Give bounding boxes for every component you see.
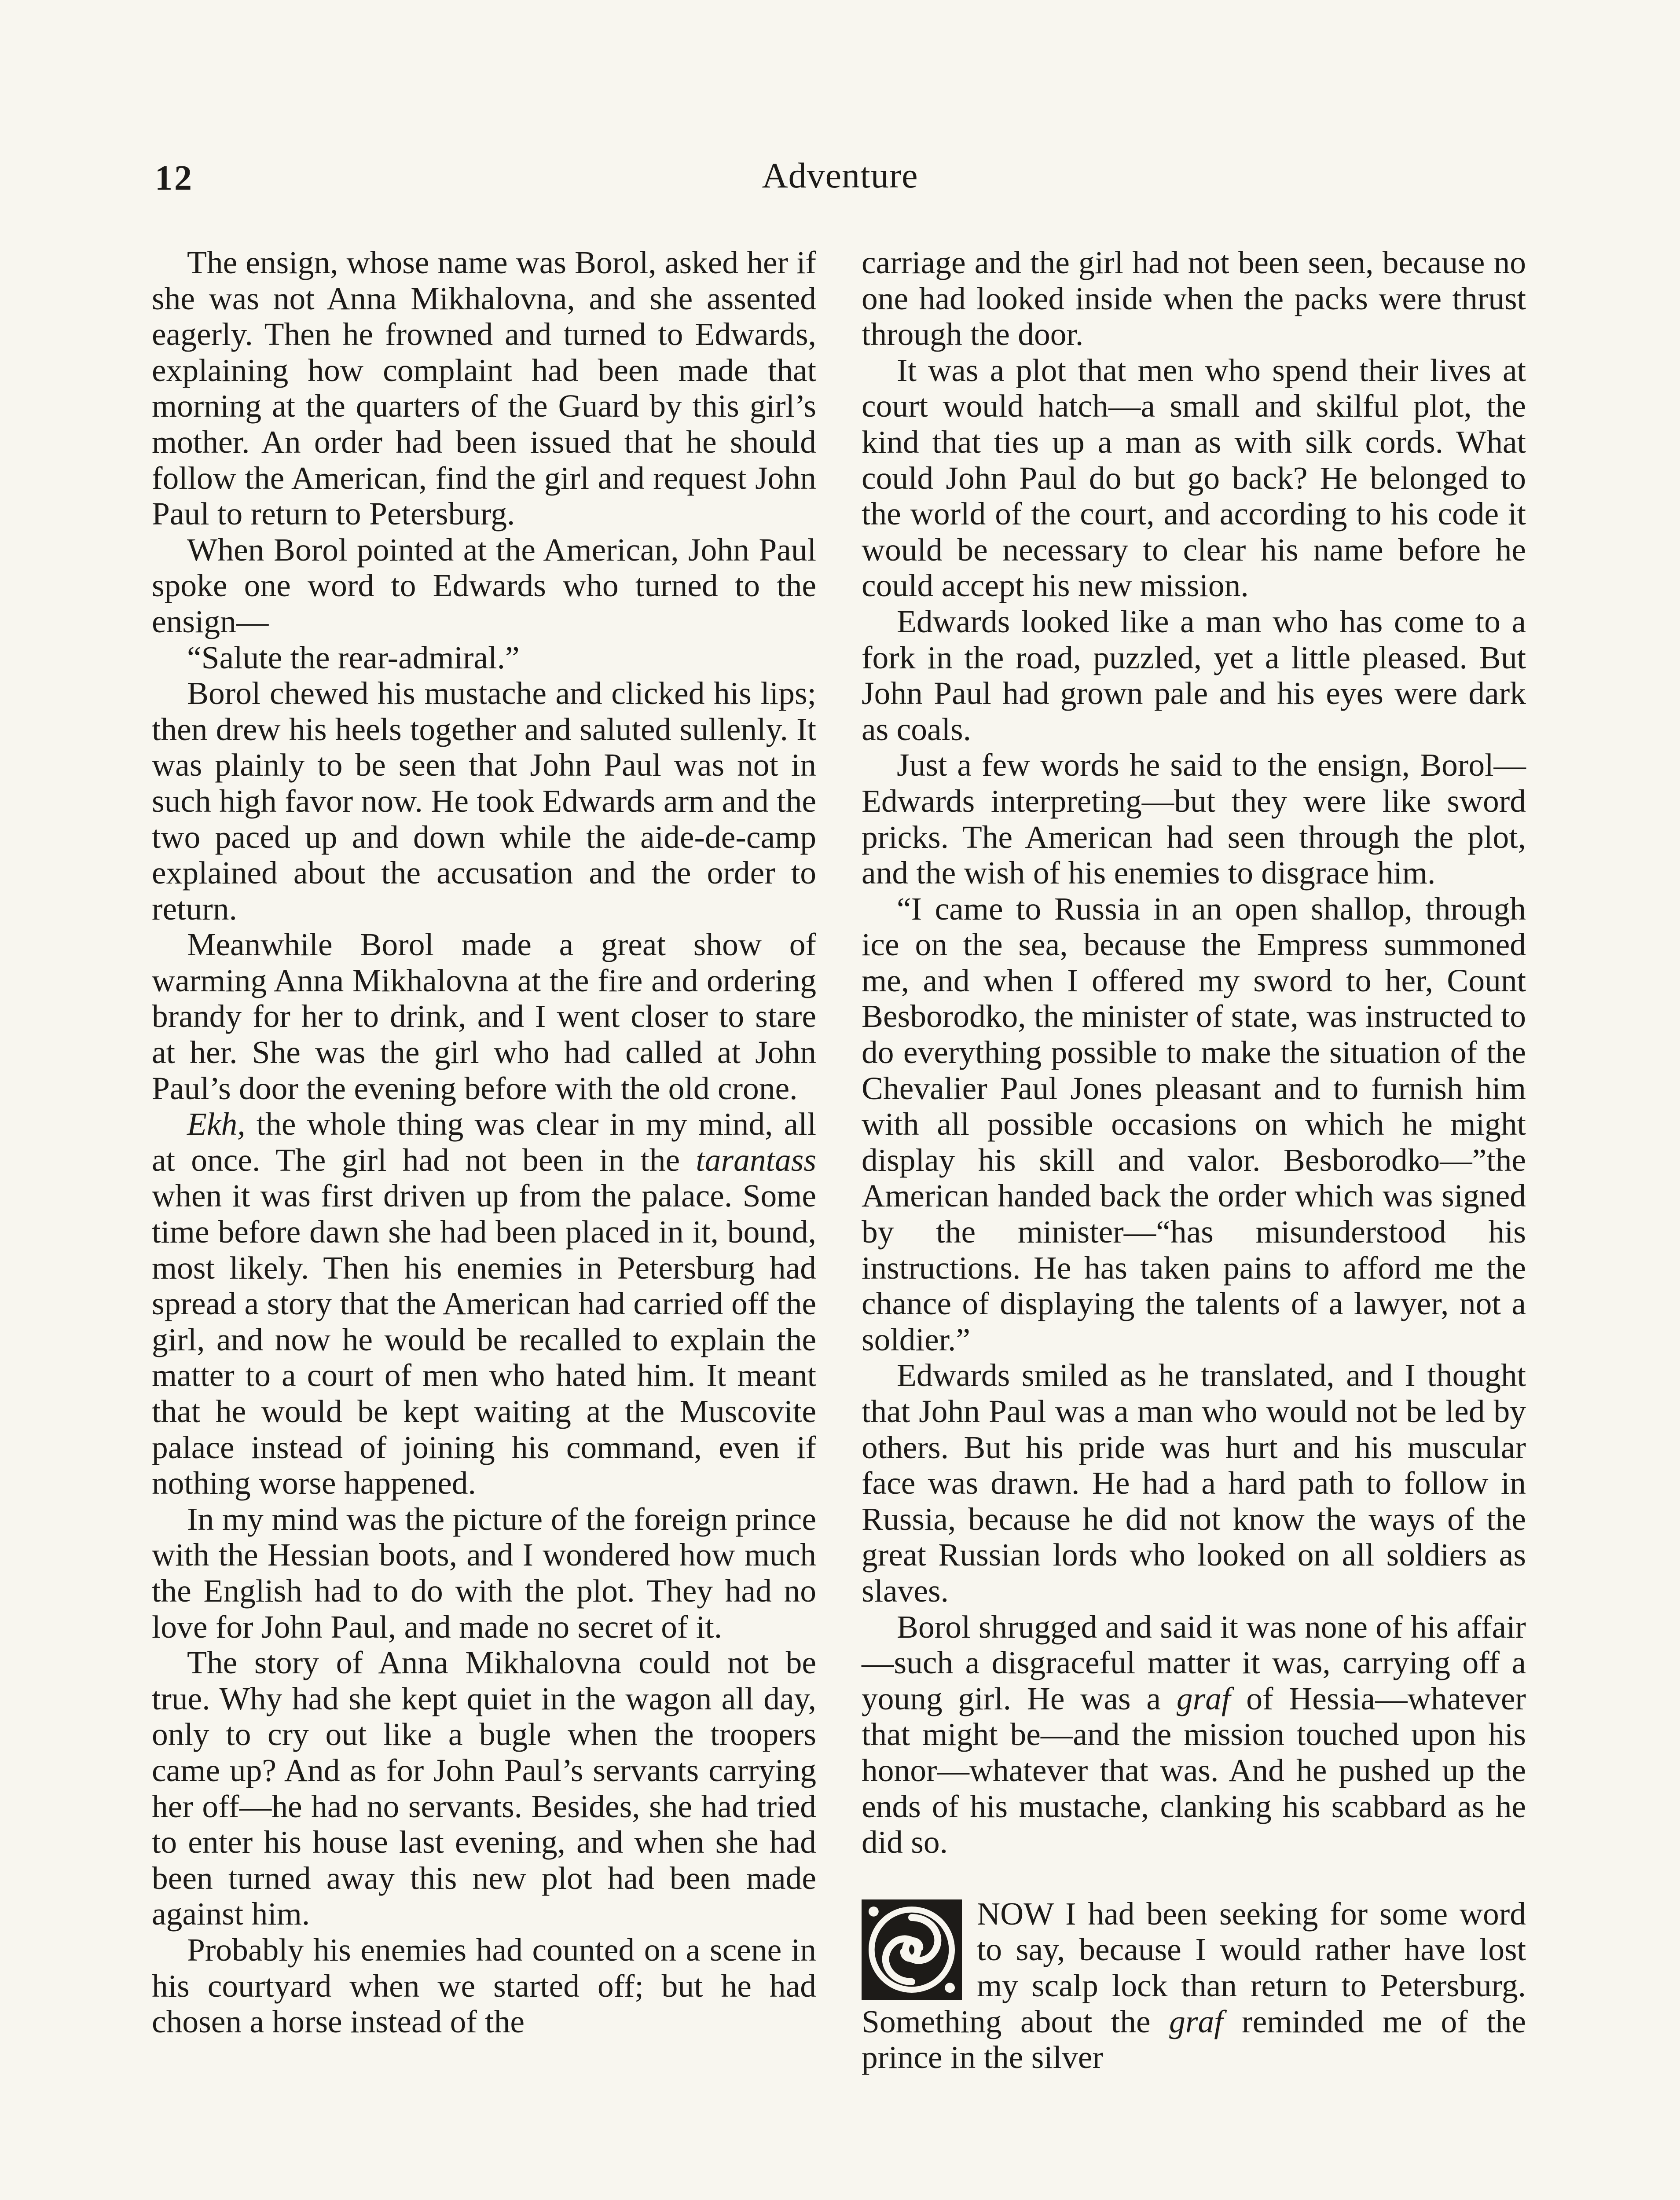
italic-word: graf bbox=[1176, 1680, 1231, 1716]
paragraph: The story of Anna Mikhalovna could not be true. Why had she kept quiet in the wagon all day, only to cry out like a bugle when the troopers came up? And as for John Paul’s servants carrying her off—he had no servants. Besides, she had tried to enter his house last evening, and when she had been turned away this new plot had been made against him. bbox=[152, 1645, 816, 1932]
italic-word: graf bbox=[1169, 2003, 1223, 2039]
text-run: of Hessia—whatever that might be—and the mission touched upon his honor—whatever that was. And he pushed up the ends of his mustache, clanking his scabbard as he did so. bbox=[862, 1680, 1526, 1860]
paragraph: Borol chewed his mustache and clicked his lips; then drew his heels together and saluted sullenly. It was plainly to be seen that John Paul was not in such high favor now. He took Edwards arm and the two paced up and down while the aide-de-camp explained about the accusation and the order to return. bbox=[152, 675, 816, 927]
italic-word: Ekh, bbox=[187, 1106, 246, 1142]
paragraph: The ensign, whose name was Borol, asked her if she was not Anna Mikhalovna, and she assented eagerly. Then he frowned and turned to Edwards, explaining how complaint had been made that morning at the quarters of the Guard by this girl’s mother. An order had been issued that he should follow the American, find the girl and request John Paul to return to Petersburg. bbox=[152, 245, 816, 532]
left-column bbox=[152, 245, 816, 2040]
paragraph bbox=[152, 1106, 816, 1501]
paragraph: “I came to Russia in an open shallop, through ice on the sea, because the Empress summoned me, and when I offered my sword to her, Count Besborodko, the minister of state, was instructed to do everything possible to make the situation of the Chevalier Paul Jones pleasant and to furnish him with all possible occasions on which he might display his skill and valor. Besborodko—”the American handed back the order which was signed by the minister—“has misunderstood his instructions. He has taken pains to afford me the chance of displaying the talents of a lawyer, not a soldier.” bbox=[862, 891, 1526, 1357]
paragraph: It was a plot that men who spend their lives at court would hatch—a small and skilful plot, the kind that ties up a man as with silk cords. What could John Paul do but go back? He belonged to the world of the court, and according to his code it would be necessary to clear his name before he could accept his new mission. bbox=[862, 352, 1526, 604]
italic-word: tarantass bbox=[696, 1142, 816, 1178]
paragraph: “Salute the rear-admiral.” bbox=[187, 639, 520, 675]
paragraph: carriage and the girl had not been seen, because no one had looked inside when the packs were thrust through the door. bbox=[862, 245, 1526, 352]
paragraph: Probably his enemies had counted on a scene in his courtyard when we started off; but he had chosen a horse instead of the bbox=[152, 1932, 816, 2040]
text-run: when it was first driven up from the palace. Some time before dawn she had been placed in it, bound, most likely. Then his enemies in Petersburg had spread a story that the American had carried off the girl, and now he would be recalled to explain the matter to a court of men who hated him. It meant that he would be kept waiting at the Muscovite palace instead of joining his command, even if nothing worse happened. bbox=[152, 1178, 816, 1501]
right-column bbox=[862, 245, 1526, 2075]
paragraph: Edwards smiled as he translated, and I thought that John Paul was a man who would not be led by others. But his pride was hurt and his muscular face was drawn. He had a hard path to follow in Russia, because he did not know the ways of the great Russian lords who looked on all soldiers as slaves. bbox=[862, 1357, 1526, 1609]
running-head-title: Adventure bbox=[762, 155, 918, 195]
text-run: the whole thing was clear in my mind, all at once. The girl had not been in the bbox=[152, 1106, 817, 1178]
swirl-ornament-icon bbox=[862, 1899, 962, 2000]
text-run: NOW I had been seeking for some word to say, because I would rather have lost my scalp lock than return to Petersburg. Something about the bbox=[862, 1896, 1526, 2039]
paragraph bbox=[862, 1609, 1526, 1860]
ornament-paragraph bbox=[862, 1896, 1526, 2075]
text-run: reminded me of the prince in the silver bbox=[862, 2003, 1526, 2075]
text-run: Borol shrugged and said it was none of his affair—such a disgraceful matter it was, carrying off a young girl. He was a bbox=[862, 1609, 1526, 1716]
paragraph: In my mind was the picture of the foreign prince with the Hessian boots, and I wondered how much the English had to do with the plot. They had no love for John Paul, and made no secret of it. bbox=[152, 1501, 816, 1645]
paragraph: Just a few words he said to the ensign, Borol—Edwards interpreting—but they were like sword pricks. The American had seen through the plot, and the wish of his enemies to disgrace him. bbox=[862, 747, 1526, 891]
paragraph: Edwards looked like a man who has come to a fork in the road, puzzled, yet a little pleased. But John Paul had grown pale and his eyes were dark as coals. bbox=[862, 603, 1526, 747]
page-number: 12 bbox=[155, 159, 194, 198]
paragraph: Meanwhile Borol made a great show of warming Anna Mikhalovna at the fire and ordering brandy for her to drink, and I went closer to stare at her. She was the girl who had called at John Paul’s door the evening before with the old crone. bbox=[152, 927, 816, 1106]
paragraph: When Borol pointed at the American, John Paul spoke one word to Edwards who turned to the ensign— bbox=[152, 532, 816, 639]
